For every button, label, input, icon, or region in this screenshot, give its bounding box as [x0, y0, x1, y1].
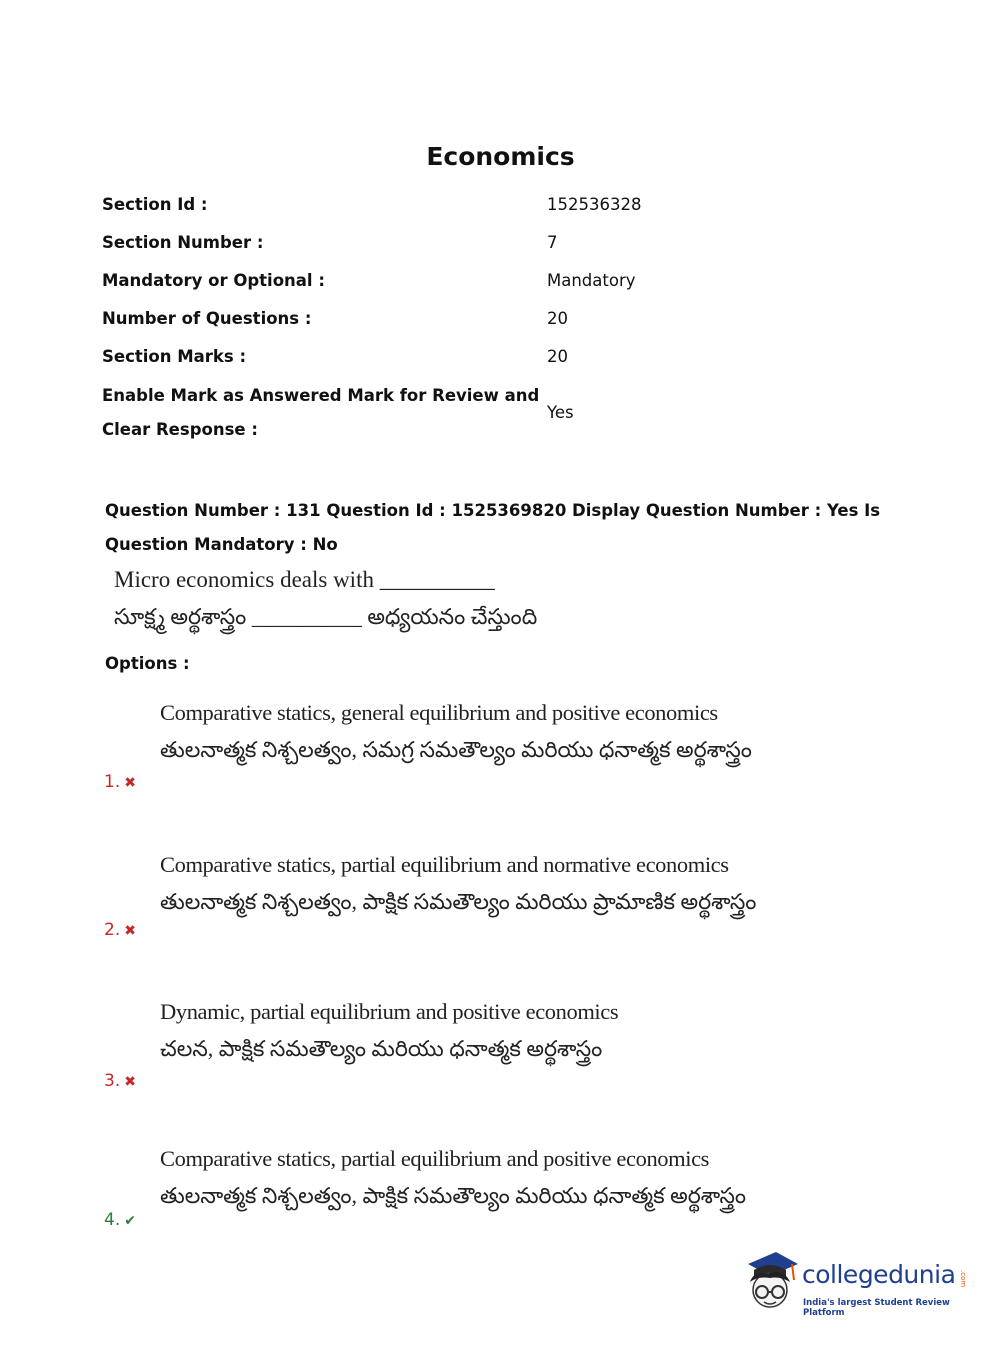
logo-suffix: .com: [959, 1270, 967, 1288]
option-2-text-telugu: తులనాత్మక నిశ్చలత్వం, పాక్షిక సమతౌల్యం మరియు ప్రామాణిక అర్థశాస్త్రం: [160, 889, 757, 914]
section-number-label: Section Number :: [102, 233, 264, 252]
option-3: [0, 999, 1001, 1149]
option-3-text-telugu: చలన, పాక్షిక సమతౌల్యం మరియు ధనాత్మక అర్థశాస్త్రం: [160, 1036, 603, 1061]
option-1-text-telugu: తులనాత్మక నిశ్చలత్వం, సమగ్ర సమతౌల్యం మరియు ధనాత్మక అర్థశాస్త్రం: [160, 737, 752, 762]
mandatory-label: Mandatory or Optional :: [102, 271, 325, 290]
section-id-label: Section Id :: [102, 195, 208, 214]
mandatory-value: Mandatory: [547, 271, 636, 290]
section-number-value: 7: [547, 233, 558, 252]
option-1-number: [104, 772, 136, 792]
option-2-text-english: Comparative statics, partial equilibrium and normative economics: [160, 852, 729, 877]
mascot-icon: [740, 1248, 800, 1312]
wrong-mark-icon: ✖: [124, 923, 136, 939]
logo-tagline: India's largest Student Review Platform: [803, 1298, 950, 1318]
wrong-mark-icon: ✖: [124, 1074, 136, 1090]
option-2: [0, 852, 1001, 1002]
question-text-english: Micro economics deals with __________: [114, 567, 495, 592]
correct-mark-icon: ✔: [124, 1213, 136, 1229]
option-4-text-telugu: తులనాత్మక నిశ్చలత్వం, పాక్షిక సమతౌల్యం మరియు ధనాత్మక అర్థశాస్త్రం: [160, 1183, 747, 1208]
question-text-telugu: సూక్ష్మ అర్థశాస్త్రం __________ అధ్యయనం చేస్తుంది: [114, 604, 538, 629]
question-header: Question Number : 131 Question Id : 1525369820 Display Question Number : Yes Is Question Mandatory : No: [105, 501, 881, 554]
question-count-label: Number of Questions :: [102, 309, 312, 328]
option-1: [0, 700, 1001, 850]
logo-wordmark: collegedunia: [802, 1260, 956, 1289]
option-2-number: [104, 920, 136, 940]
section-id-value: 152536328: [547, 195, 642, 214]
wrong-mark-icon: ✖: [124, 775, 136, 791]
options-label: Options :: [105, 654, 190, 673]
section-marks-value: 20: [547, 347, 568, 366]
section-title: Economics: [426, 142, 575, 171]
review-options-label: Enable Mark as Answered Mark for Review and: [102, 386, 540, 405]
review-options-value: Yes: [547, 403, 574, 422]
option-number: 2.: [104, 920, 121, 940]
option-number: 3.: [104, 1071, 121, 1091]
option-3-text-english: Dynamic, partial equilibrium and positive economics: [160, 999, 619, 1024]
option-3-number: [104, 1071, 136, 1091]
collegedunia-logo: [740, 1248, 980, 1320]
question-count-value: 20: [547, 309, 568, 328]
option-4-number: [104, 1210, 136, 1230]
option-1-text-english: Comparative statics, general equilibrium and positive economics: [160, 700, 718, 725]
option-number: 4.: [104, 1210, 121, 1230]
option-number: 1.: [104, 772, 121, 792]
option-4-text-english: Comparative statics, partial equilibrium and positive economics: [160, 1146, 710, 1171]
review-options-label-cont: Clear Response :: [102, 420, 258, 439]
section-marks-label: Section Marks :: [102, 347, 247, 366]
